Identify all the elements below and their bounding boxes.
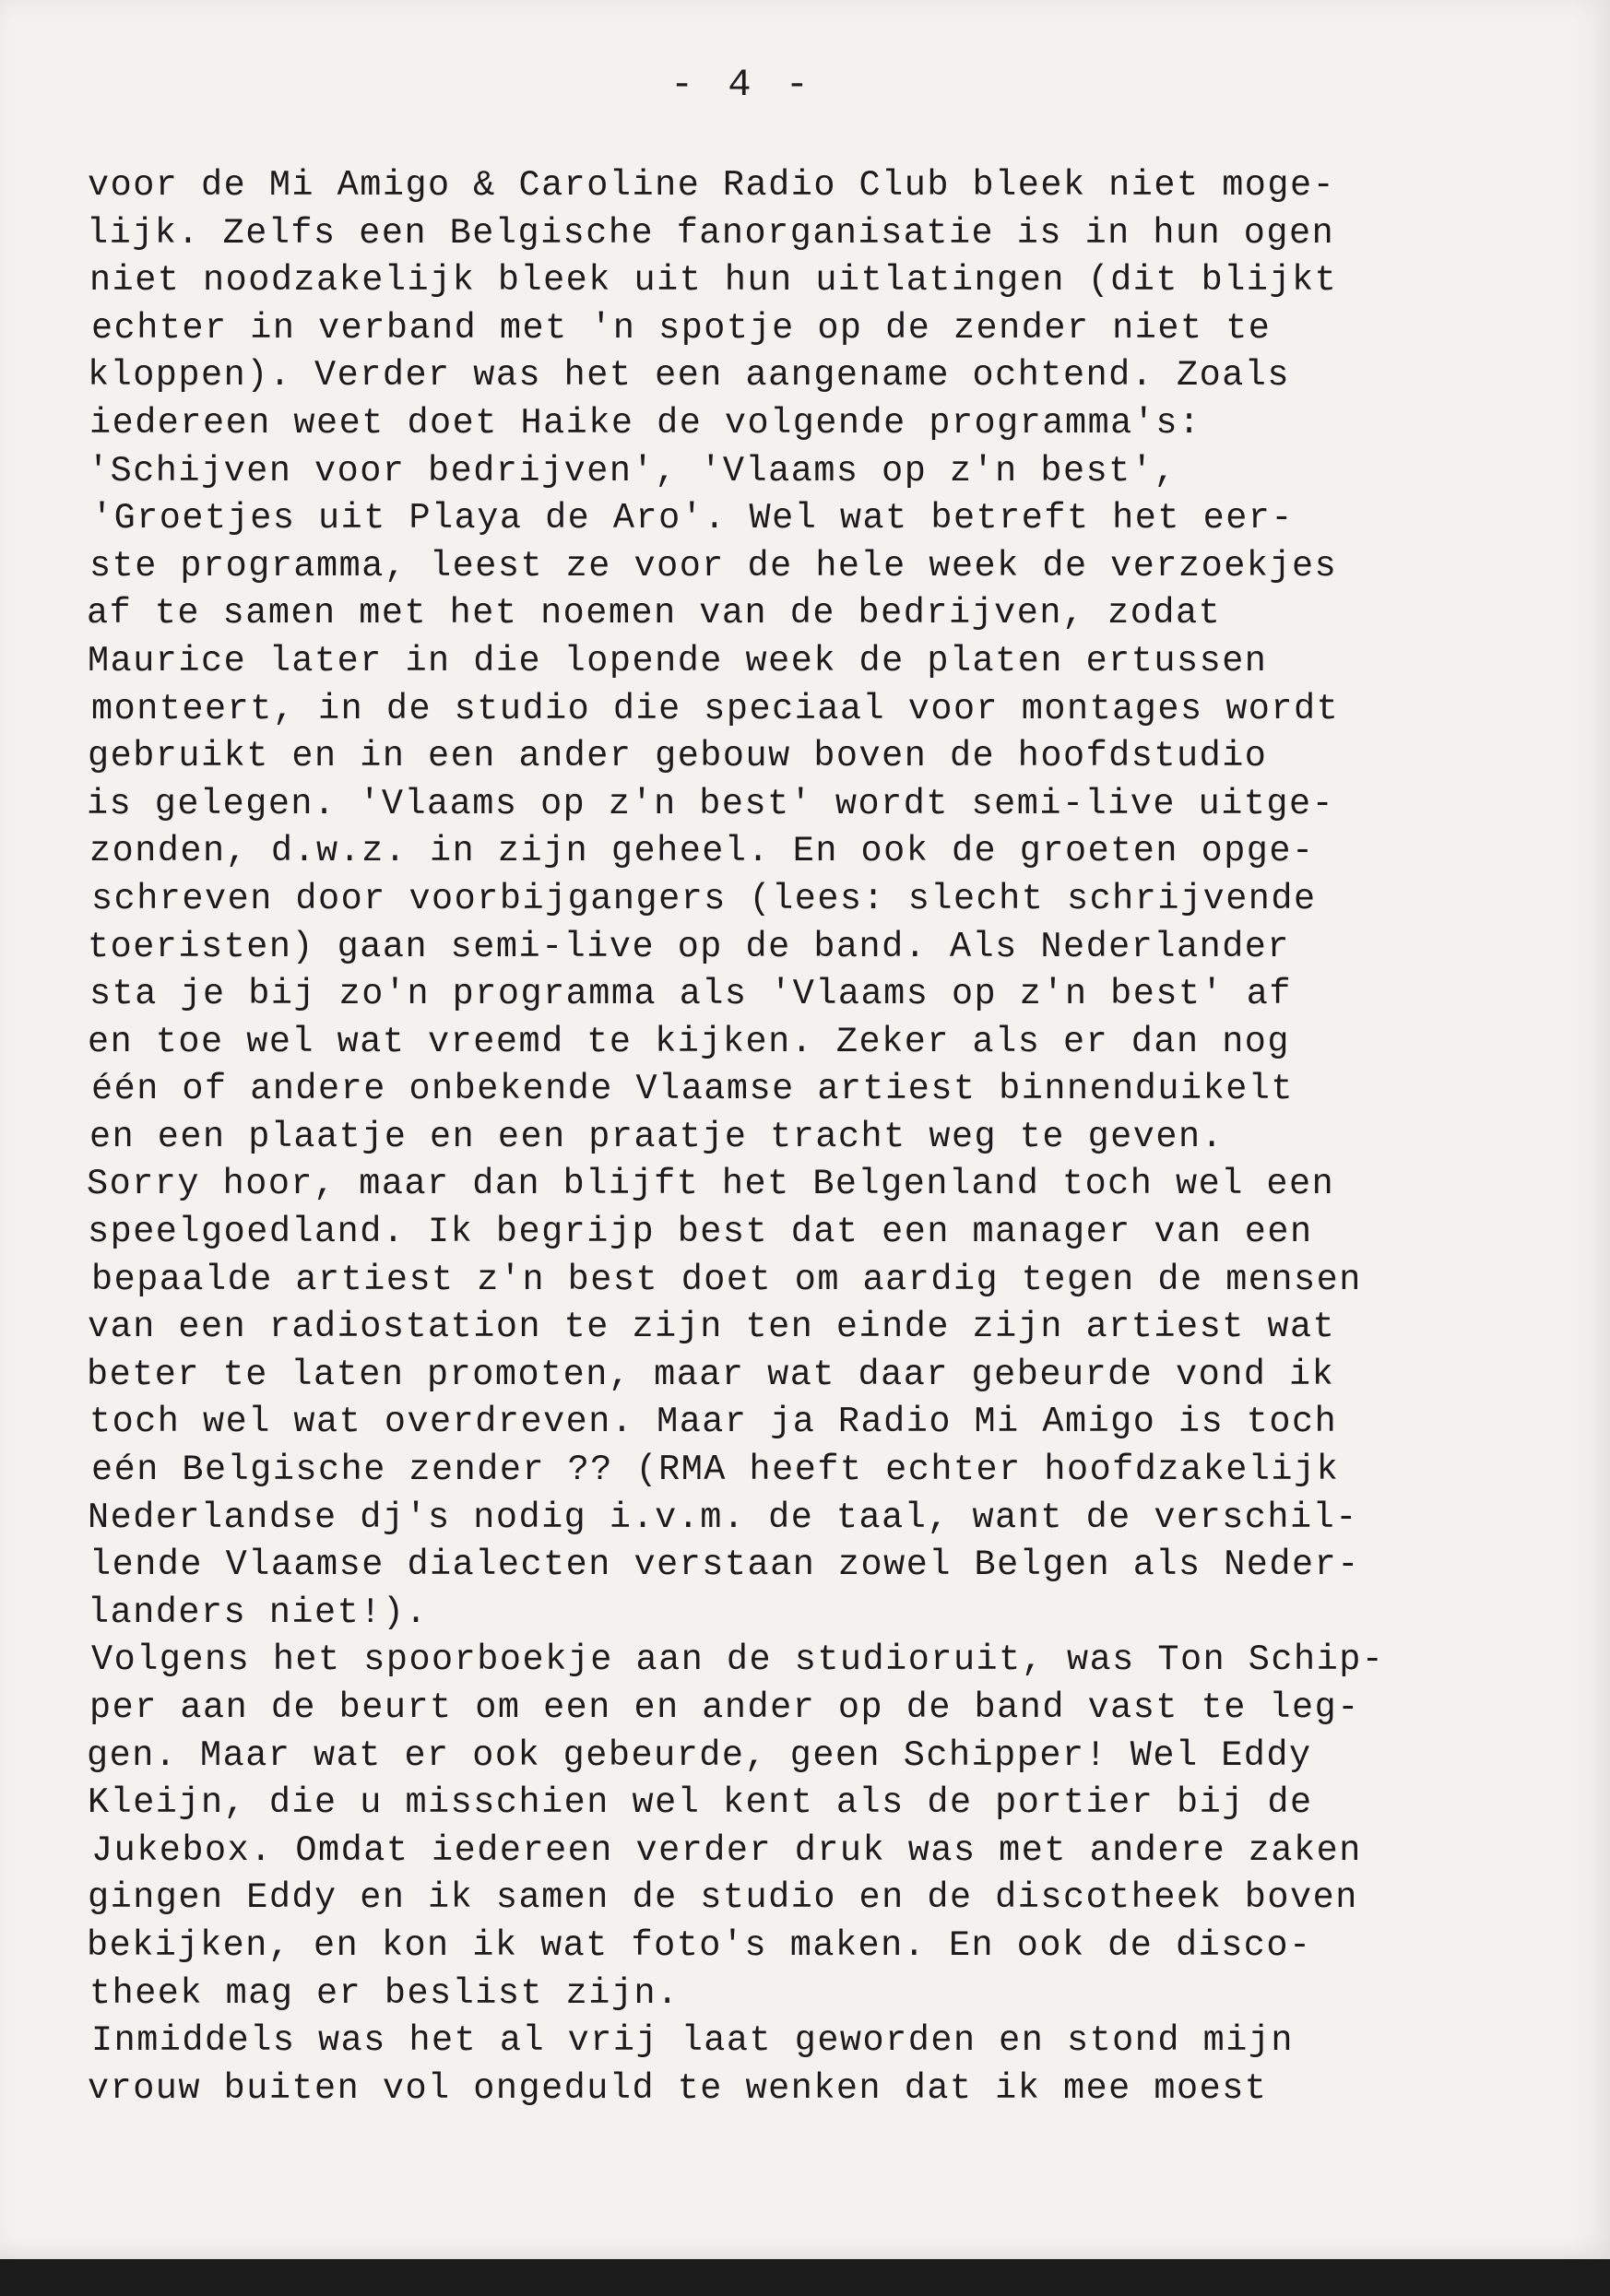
text-line: gen. Maar wat er ook gebeurde, geen Schipper! Wel Eddy: [87, 1734, 1312, 1776]
text-line: theek mag er beslist zijn.: [89, 1972, 680, 2014]
text-line: en een plaatje en een praatje tracht weg te geven.: [89, 1116, 1225, 1157]
text-line: sta je bij zo'n programma als 'Vlaams op z'n best' af: [89, 974, 1292, 1015]
text-line: monteert, in de studio die speciaal voor montages wordt: [91, 688, 1340, 729]
text-line: kloppen). Verder was het een aangename ochtend. Zoals: [88, 355, 1290, 396]
text-line: niet noodzakelijk bleek uit hun uitlatingen (dit blijkt: [89, 260, 1338, 302]
text-line: Sorry hoor, maar dan blijft het Belgenland toch wel een: [87, 1164, 1335, 1205]
text-line: per aan de beurt om een en ander op de band vast te leg-: [89, 1687, 1360, 1728]
text-line: landers niet!).: [88, 1592, 429, 1633]
text-line: Inmiddels was het al vrij laat geworden en stond mijn: [91, 2020, 1294, 2062]
scan-border: [0, 2259, 1610, 2296]
text-line: Kleijn, die u misschien wel kent als de portier bij de: [88, 1782, 1313, 1824]
text-line: beter te laten promoten, maar wat daar gebeurde vond ik: [87, 1354, 1335, 1395]
text-line: lijk. Zelfs een Belgische fanorganisatie is in hun ogen: [87, 212, 1335, 254]
text-line: zonden, d.w.z. in zijn geheel. En ook de groeten opge-: [89, 831, 1315, 872]
page-number: - 4 -: [669, 63, 815, 107]
text-line: gebruikt en in een ander gebouw boven de hoofdstudio: [88, 736, 1268, 777]
text-line: bekijken, en kon ik wat foto's maken. En ook de disco-: [87, 1924, 1312, 1966]
text-line: eén Belgische zender ?? (RMA heeft echter hoofdzakelijk: [91, 1450, 1340, 1491]
text-line: ste programma, leest ze voor de hele week de verzoekjes: [89, 545, 1338, 586]
text-line: Nederlandse dj's nodig i.v.m. de taal, want de verschil-: [88, 1497, 1358, 1538]
text-line: en toe wel wat vreemd te kijken. Zeker als er dan nog: [88, 1021, 1290, 1062]
text-line: Volgens het spoorboekje aan de studioruit, was Ton Schip-: [91, 1639, 1385, 1681]
text-line: bepaalde artiest z'n best doet om aardig tegen de mensen: [91, 1259, 1362, 1300]
text-line: iedereen weet doet Haike de volgende programma's:: [89, 402, 1202, 444]
text-line: gingen Eddy en ik samen de studio en de discotheek boven: [88, 1877, 1358, 1919]
body-text: [87, 162, 1525, 2113]
text-line: toeristen) gaan semi-live op de band. Als Nederlander: [88, 926, 1290, 967]
text-line: echter in verband met 'n spotje op de zender niet te: [91, 307, 1272, 349]
text-line: 'Schijven voor bedrijven', 'Vlaams op z'n best',: [88, 450, 1177, 491]
text-line: Jukebox. Omdat iedereen verder druk was met andere zaken: [91, 1829, 1362, 1871]
text-line: schreven door voorbijgangers (lees: slecht schrijvende: [91, 878, 1317, 919]
text-line: lende Vlaamse dialecten verstaan zowel Belgen als Neder-: [89, 1544, 1360, 1586]
text-line: speelgoedland. Ik begrijp best dat een manager van een: [88, 1212, 1313, 1253]
text-line: voor de Mi Amigo & Caroline Radio Club bleek niet moge-: [88, 165, 1336, 206]
text-line: van een radiostation te zijn ten einde zijn artiest wat: [88, 1307, 1336, 1348]
text-line: toch wel wat overdreven. Maar ja Radio Mi Amigo is toch: [89, 1402, 1338, 1443]
text-line: Maurice later in die lopende week de platen ertussen: [88, 640, 1268, 681]
text-line: 'Groetjes uit Playa de Aro'. Wel wat betreft het eer-: [91, 498, 1294, 539]
text-line: vrouw buiten vol ongeduld te wenken dat ik mee moest: [88, 2067, 1268, 2109]
text-line: af te samen met het noemen van de bedrijven, zodat: [87, 593, 1222, 634]
text-line: is gelegen. 'Vlaams op z'n best' wordt semi-live uitge-: [87, 783, 1335, 824]
text-line: één of andere onbekende Vlaamse artiest binnenduikelt: [91, 1069, 1294, 1110]
